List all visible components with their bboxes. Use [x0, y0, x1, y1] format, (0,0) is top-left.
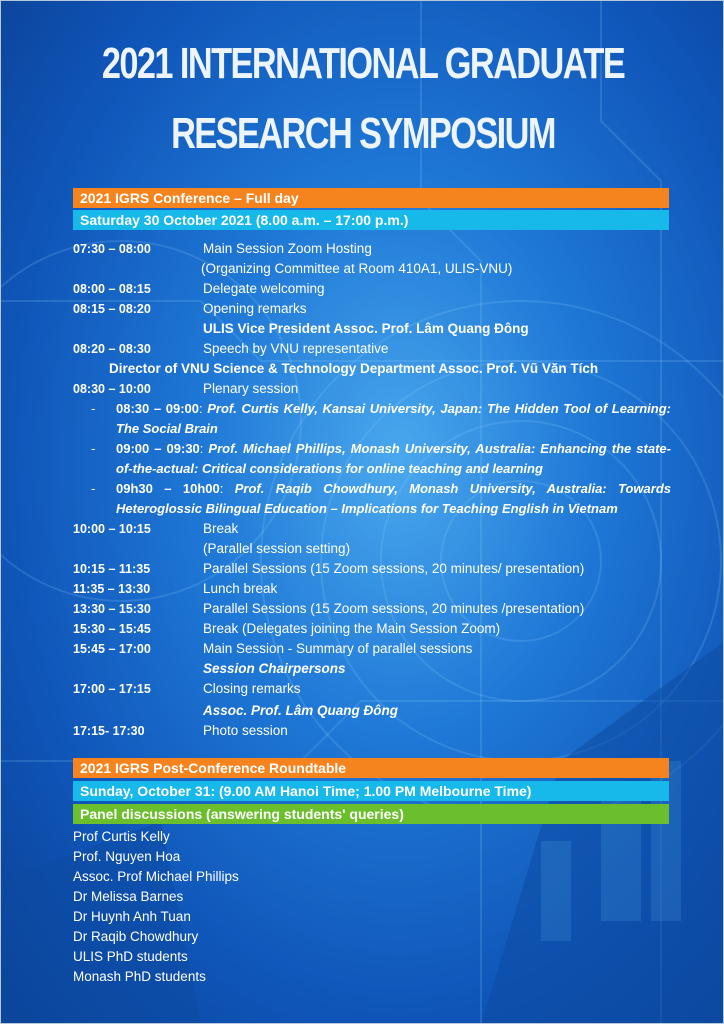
plenary-separator: : — [219, 481, 235, 496]
conference-header: 2021 IGRS Conference – Full day — [73, 188, 669, 208]
plenary-talk: Prof. Curtis Kelly, Kansai University, Japan: The Hidden Tool of Learning: The Social Brain — [116, 401, 672, 436]
schedule-desc: (Organizing Committee at Room 410A1, ULIS-VNU) — [201, 261, 513, 276]
schedule-desc: (Parallel session setting) — [203, 541, 351, 556]
plenary-item — [93, 399, 671, 439]
plenary-talk: Prof. Raqib Chowdhury, Monash University, Australia: Towards Heteroglossic Bilingual Education – Implications for Teaching English in Vietnam — [116, 481, 671, 516]
plenary-separator: : — [199, 441, 209, 456]
panelist: Dr Huynh Anh Tuan — [73, 909, 191, 924]
schedule-time: 08:00 – 08:15 — [73, 282, 151, 296]
plenary-item — [93, 439, 671, 479]
plenary-time: 09h30 – 10h00 — [116, 481, 220, 496]
schedule-speaker: ULIS Vice President Assoc. Prof. Lâm Quang Đông — [203, 321, 529, 336]
schedule-desc: Delegate welcoming — [203, 281, 325, 296]
bullet-dash: - — [91, 441, 96, 456]
plenary-separator: : — [198, 401, 208, 416]
schedule-time: 10:00 – 10:15 — [73, 522, 151, 536]
bullet-dash: - — [91, 481, 96, 496]
plenary-item — [93, 479, 671, 519]
plenary-talk: Prof. Michael Phillips, Monash University, Australia: Enhancing the state-of-the-actual: Critical considerations for online teaching and learning — [116, 441, 671, 476]
schedule-time: 08:15 – 08:20 — [73, 302, 151, 316]
roundtable-header: 2021 IGRS Post-Conference Roundtable — [73, 758, 669, 778]
plenary-time: 08:30 – 09:00 — [116, 401, 199, 416]
schedule-desc: Parallel Sessions (15 Zoom sessions, 20 minutes/ presentation) — [203, 561, 585, 576]
schedule-desc: Main Session - Summary of parallel sessions — [203, 641, 473, 656]
schedule-desc: Closing remarks — [203, 681, 301, 696]
panelist: Dr Melissa Barnes — [73, 889, 184, 904]
panelist: Prof. Nguyen Hoa — [73, 849, 181, 864]
schedule-time: 15:45 – 17:00 — [73, 642, 151, 656]
panelist: ULIS PhD students — [73, 949, 188, 964]
conference-date: Saturday 30 October 2021 (8.00 a.m. – 17:00 p.m.) — [73, 210, 669, 230]
panel-header: Panel discussions (answering students' queries) — [73, 804, 669, 824]
schedule-desc: Break — [203, 521, 239, 536]
plenary-time: 09:00 – 09:30 — [116, 441, 200, 456]
schedule-desc: Lunch break — [203, 581, 278, 596]
schedule-speaker: Session Chairpersons — [203, 661, 346, 676]
schedule-time: 08:30 – 10:00 — [73, 382, 151, 396]
schedule-speaker: Director of VNU Science & Technology Department Assoc. Prof. Vũ Văn Tích — [109, 361, 599, 376]
schedule-desc: Parallel Sessions (15 Zoom sessions, 20 minutes /presentation) — [203, 601, 585, 616]
schedule-desc: Speech by VNU representative — [203, 341, 389, 356]
panelist: Prof Curtis Kelly — [73, 829, 170, 844]
schedule-desc: Photo session — [203, 723, 288, 738]
schedule-speaker: Assoc. Prof. Lâm Quang Đông — [203, 703, 399, 718]
schedule-desc: Opening remarks — [203, 301, 307, 316]
bullet-dash: - — [91, 401, 96, 416]
schedule-time: 10:15 – 11:35 — [73, 562, 151, 576]
schedule-desc: Main Session Zoom Hosting — [203, 241, 372, 256]
panelist: Monash PhD students — [73, 969, 206, 984]
roundtable-date: Sunday, October 31: (9.00 AM Hanoi Time; 1.00 PM Melbourne Time) — [73, 781, 669, 801]
poster-title-line2: RESEARCH SYMPOSIUM — [171, 109, 555, 158]
schedule-time: 08:20 – 08:30 — [73, 342, 151, 356]
schedule-time: 07:30 – 08:00 — [73, 242, 151, 256]
schedule-desc: Break (Delegates joining the Main Session Zoom) — [203, 621, 501, 636]
schedule-desc: Plenary session — [203, 381, 299, 396]
panelist: Dr Raqib Chowdhury — [73, 929, 199, 944]
schedule-time: 13:30 – 15:30 — [73, 602, 151, 616]
schedule-time: 17:15- 17:30 — [73, 724, 145, 738]
poster-title-line1: 2021 INTERNATIONAL GRADUATE — [101, 39, 625, 88]
schedule-time: 11:35 – 13:30 — [73, 582, 151, 596]
schedule-time: 17:00 – 17:15 — [73, 682, 151, 696]
schedule-time: 15:30 – 15:45 — [73, 622, 151, 636]
panelist: Assoc. Prof Michael Phillips — [73, 869, 239, 884]
